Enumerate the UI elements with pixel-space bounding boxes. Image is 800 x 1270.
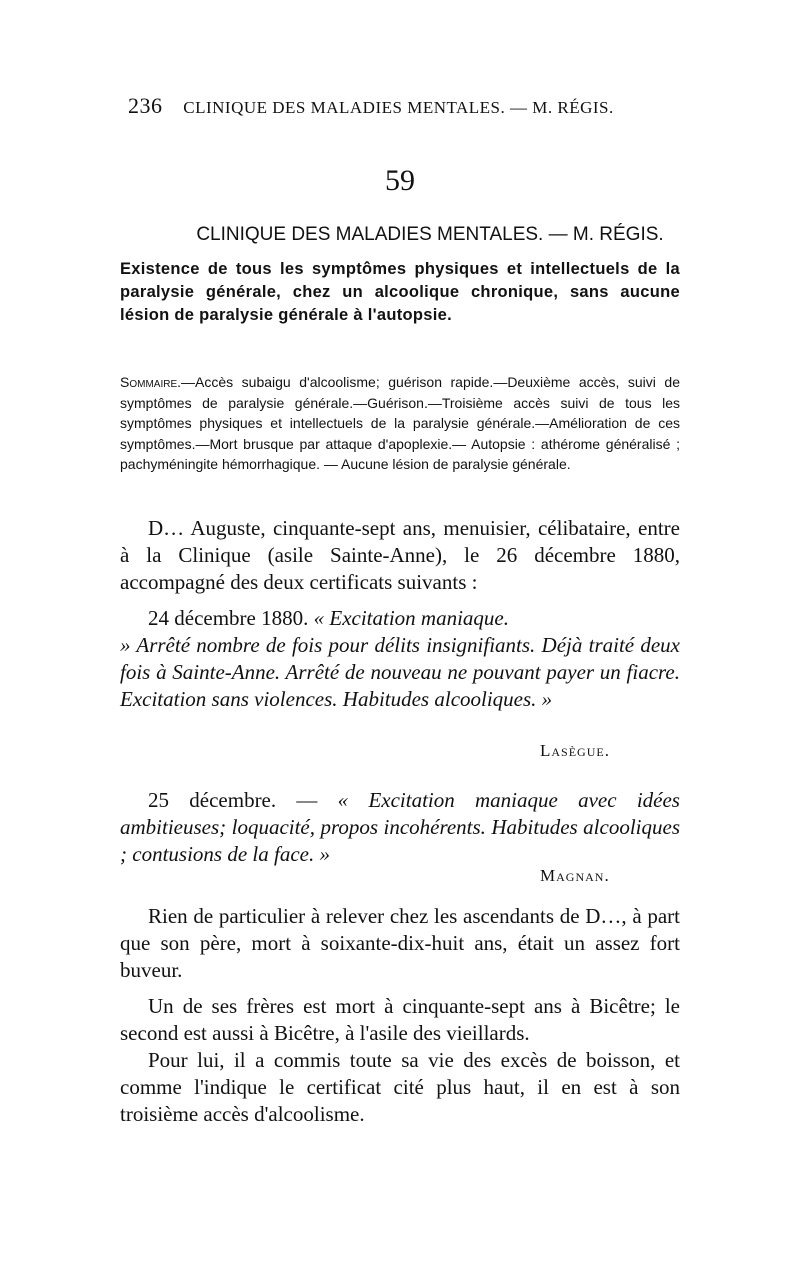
lesson-number: 59 [385, 164, 415, 197]
signature-magnan: Magnan. [540, 866, 610, 885]
paragraph-brothers: Un de ses frères est mort à cinquante-sept ans à Bicêtre; le second est aussi à Bicêtre, à l'asile des vieillards. [120, 994, 680, 1045]
certificate-1-opening: « Excitation maniaque. [308, 606, 510, 630]
running-header [128, 93, 688, 119]
lesson-title: CLINIQUE DES MALADIES MENTALES. — M. RÉGIS. [196, 224, 664, 245]
certificate-2 [120, 787, 680, 868]
running-title: CLINIQUE DES MALADIES MENTALES. — M. RÉGIS. [183, 98, 614, 117]
summary-paragraph [120, 372, 680, 475]
lesson-subtitle: Existence de tous les symptômes physiques et intellectuels de la paralysie générale, chez un alcoolique chronique, sans aucune lésion de paralysie générale à l'autopsie. [120, 260, 680, 324]
paragraph-ascendants: Rien de particulier à relever chez les ascendants de D…, à part que son père, mort à soixante-dix-huit ans, était un assez fort buveur. [120, 904, 680, 982]
certificate-1-date: 24 décembre 1880. [148, 606, 309, 630]
certificate-2-date: 25 décembre. — [148, 788, 338, 812]
certificate-1-body: » Arrêté nombre de fois pour délits insignifiants. Déjà traité deux fois à Sainte-Anne. Arrêté de nouveau ne pouvant payer un fiacre. Excitation sans violences. Habitudes alcooliques. » [120, 633, 680, 711]
case-intro: D… Auguste, cinquante-sept ans, menuisier, célibataire, entre à la Clinique (asile Sainte-Anne), le 26 décembre 1880, accompagné des deux certificats suivants : [120, 516, 680, 594]
certificate-2-body: « Excitation maniaque avec idées ambitieuses; loquacité, propos incohérents. Habitudes alcooliques ; contusions de la face. » [120, 788, 680, 866]
summary-text: —Accès subaigu d'alcoolisme; guérison rapide.—Deuxième accès, suivi de symptômes de paralysie générale.—Guérison.—Troisième accès suivi de tous les symptômes physiques et intellectuels de la paralysie générale.—Amélioration de ces symptômes.—Mort brusque par attaque d'apoplexie.— Autopsie : athérome généralisé ; pachyméningite hémorrhagique. — Aucune lésion de paralysie générale. [120, 374, 680, 472]
signature-lasegue: Lasègue. [540, 741, 610, 760]
page-number: 236 [128, 93, 163, 118]
summary-label: Sommaire. [120, 374, 182, 390]
paragraph-excesses: Pour lui, il a commis toute sa vie des excès de boisson, et comme l'indique le certificat cité plus haut, il en est à son troisième accès d'alcoolisme. [120, 1048, 680, 1126]
certificate-1-heading [120, 605, 680, 632]
